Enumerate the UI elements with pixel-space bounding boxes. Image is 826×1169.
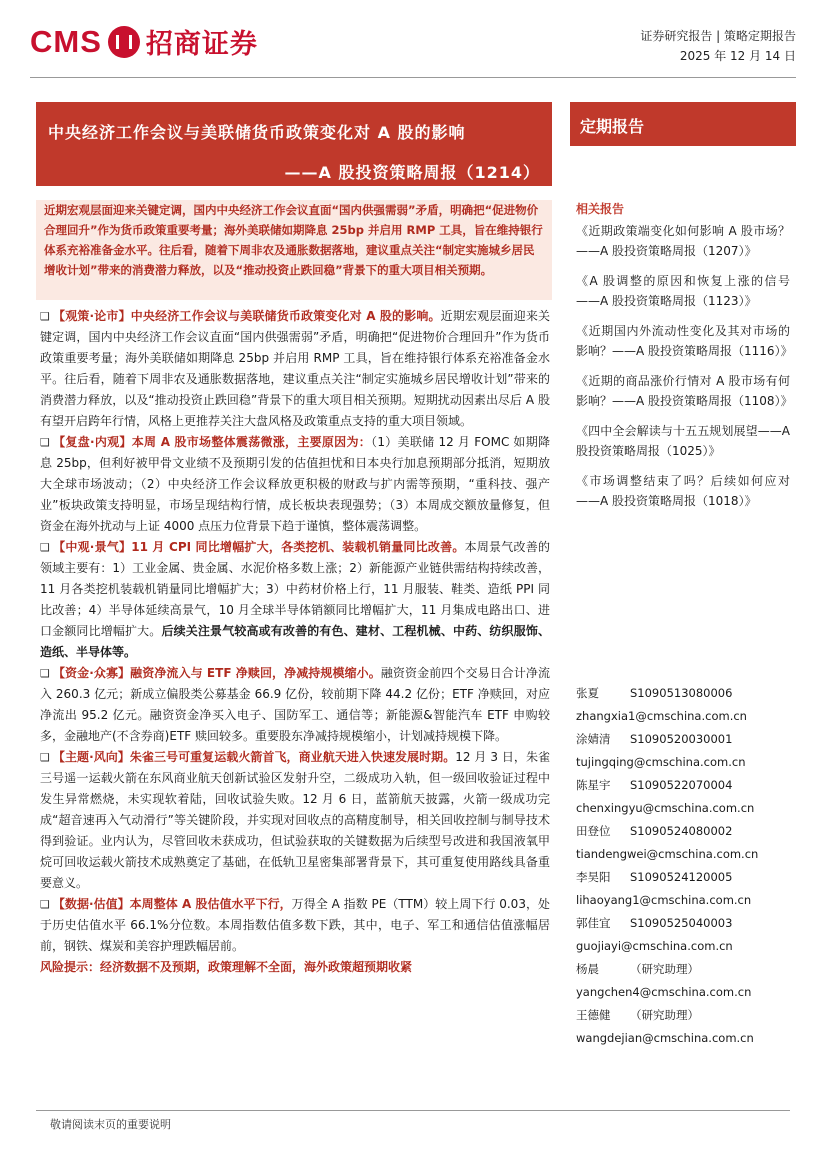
analyst-email[interactable]: wangdejian@cmschina.com.cn	[576, 1031, 754, 1045]
section-review	[40, 432, 550, 537]
analyst-email[interactable]: yangchen4@cmschina.com.cn	[576, 985, 752, 999]
analyst-id: S1090524080002	[630, 824, 733, 838]
section-highlight: 后续关注景气较高或有改善的有色、建材、工程机械、中药、纺织服饰、造纸、半导体等。	[40, 624, 550, 659]
analyst-id: S1090524120005	[630, 870, 733, 884]
summary-box: 近期宏观层面迎来关键定调，国内中央经济工作会议直面“国内供强需弱”矛盾，明确把“促进物价合理回升”作为货币政策重要考量；海外美联储如期降息 25bp 并启用 RMP 工具，旨在维持银行体系充裕准备金水平。往后看，随着下周非农及通胀数据落地，建议重点关注“制定实施城乡居民增收计划”带来的消费潜力释放，以及“推动投资止跌回稳”背景下的重大项目相关预期。	[36, 200, 552, 300]
analyst-email[interactable]: tujingqing@cmschina.com.cn	[576, 755, 746, 769]
analyst-row	[576, 774, 790, 797]
analyst-list	[576, 682, 790, 1050]
related-reports-title: 相关报告	[576, 202, 625, 216]
analyst-row	[576, 682, 790, 705]
analyst-email[interactable]: guojiayi@cmschina.com.cn	[576, 939, 733, 953]
section-body: 本周景气改善的领域主要有：1）工业金属、贵金属、水泥价格多数上涨；2）新能源产业链供需结构持续改善，11 月各类挖机装载机销量同比增幅扩大；3）中药材价格上行，11 月服装、鞋类、造纸 PPI 同比改善；4）半导体延续高景气，10 月全球半导体销额同比增幅扩大，11 月集成电路出口、进口金额同比增幅扩大。	[40, 540, 550, 638]
analyst-id: （研究助理）	[630, 962, 699, 976]
related-reports	[576, 200, 793, 521]
report-category-label: 定期报告	[570, 102, 796, 146]
analyst-row	[576, 820, 790, 843]
section-heading: 【观策·论市】中央经济工作会议与美联储货币政策变化对 A 股的影响。	[52, 309, 441, 323]
analyst-row	[576, 912, 790, 935]
report-date: 2025 年 12 月 14 日	[679, 49, 796, 63]
analyst-row	[576, 958, 790, 981]
related-report-link[interactable]: 《近期国内外流动性变化及其对市场的影响？——A 股投资策略周报（1116）》	[576, 324, 793, 358]
section-heading: 【中观·景气】11 月 CPI 同比增幅扩大，各类挖机、装载机销量同比改善。	[52, 540, 465, 554]
analyst-name: 陈星宇	[576, 778, 611, 792]
analyst-id: S1090520030001	[630, 732, 733, 746]
analyst-email[interactable]: zhangxia1@cmschina.com.cn	[576, 709, 747, 723]
page-title: 中央经济工作会议与美联储货币政策变化对 A 股的影响	[48, 123, 466, 142]
analyst-email[interactable]: chenxingyu@cmschina.com.cn	[576, 801, 755, 815]
title-banner	[36, 102, 552, 186]
analyst-row	[576, 728, 790, 751]
checkbox-bullet-icon: ❑	[40, 667, 50, 680]
section-body: （1）美联储 12 月 FOMC 如期降息 25bp，但利好被甲骨文业绩不及预期引发的估值担忧和日本央行加息预期部分抵消，短期放大全球市场波动；（2）中央经济工作会议释放更积极的财政与扩内需等预期，“重科技、强产业”板块政策支持明显，市场呈现结构行情，成长板块表现强势；（3）本周成交额放量修复，但资金在海外扰动与上证 4000 点压力位背景下趋于谨慎，整体震荡调整。	[40, 435, 550, 533]
analyst-id: （研究助理）	[630, 1008, 699, 1022]
analyst-name: 涂婧清	[576, 732, 611, 746]
section-body: 近期宏观层面迎来关键定调，国内中央经济工作会议直面“国内供强需弱”矛盾，明确把“促进物价合理回升”作为货币政策重要考量；海外美联储如期降息 25bp 并启用 RMP 工具，旨在维持银行体系充裕准备金水平。往后看，随着下周非农及通胀数据落地，建议重点关注“制定实施城乡居民增收计划”带来的消费潜力释放，以及“推动投资止跌回稳”背景下的重大项目相关预期。短期扰动因素出尽后 A 股有望开启跨年行情，风格上更推荐关注大盘风格及政策重点支持的重大项目领域。	[40, 309, 550, 428]
analyst-email[interactable]: tiandengwei@cmschina.com.cn	[576, 847, 759, 861]
analyst-row	[576, 1004, 790, 1027]
analyst-row	[576, 866, 790, 889]
checkbox-bullet-icon: ❑	[40, 898, 50, 911]
checkbox-bullet-icon: ❑	[40, 436, 50, 449]
main-content	[40, 306, 550, 978]
section-strategy	[40, 306, 550, 432]
section-heading: 【资金·众寡】融资净流入与 ETF 净赎回，净减持规模缩小。	[52, 666, 381, 680]
analyst-email[interactable]: lihaoyang1@cmschina.com.cn	[576, 893, 752, 907]
section-body: 融资资金前四个交易日合计净流入 260.3 亿元；新成立偏股类公募基金 66.9 亿份，较前期下降 44.2 亿份；ETF 净赎回，对应净流出 95.2 亿元。融资资金净买入电子、国防军工、通信等；新能源&智能汽车 ETF 申购较多，金融地产(不含券商)ETF 赎回较多。重要股东净减持规模缩小，计划减持规模下降。	[40, 666, 550, 743]
related-report-link[interactable]: 《市场调整结束了吗？后续如何应对——A 股投资策略周报（1018）》	[576, 474, 790, 508]
brand-en: CMS	[30, 23, 102, 59]
analyst-name: 郭佳宜	[576, 916, 611, 930]
footer-divider	[36, 1110, 790, 1111]
header-divider	[30, 77, 796, 78]
brand-mark-icon	[108, 26, 140, 58]
related-report-link[interactable]: 《四中全会解读与十五五规划展望——A 股投资策略周报（1025）》	[576, 424, 790, 458]
analyst-id: S1090525040003	[630, 916, 733, 930]
section-valuation	[40, 894, 550, 957]
brand-cn: 招商证券	[145, 29, 258, 60]
analyst-name: 田登位	[576, 824, 611, 838]
section-theme	[40, 747, 550, 894]
page-subtitle: ——A 股投资策略周报（1214）	[284, 163, 540, 182]
report-type: 证券研究报告 | 策略定期报告	[640, 29, 796, 43]
report-meta	[640, 26, 796, 66]
checkbox-bullet-icon: ❑	[40, 751, 50, 764]
section-heading: 【主题·风向】朱雀三号可重复运载火箭首飞，商业航天进入快速发展时期。	[52, 750, 456, 764]
footer-note: 敬请阅读末页的重要说明	[50, 1118, 171, 1131]
analyst-name: 王德健	[576, 1008, 611, 1022]
section-funds	[40, 663, 550, 747]
analyst-id: S1090522070004	[630, 778, 733, 792]
section-heading: 【复盘·内观】本周 A 股市场整体震荡微涨，主要原因为：	[52, 435, 372, 449]
analyst-name: 张夏	[576, 686, 599, 700]
analyst-id: S1090513080006	[630, 686, 733, 700]
section-body: 12 月 3 日，朱雀三号遥一运载火箭在东风商业航天创新试验区发射升空，二级成功入轨，但一级回收验证过程中发生异常燃烧，未实现软着陆，回收试验失败。12 月 6 日，蓝箭航天披露，火箭一级成功完成“超音速再入气动滑行”等关键阶段，并实现对回收点的高精度制导，相关回收控制与制导技术得到验证。业内认为，尽管回收未获成功，但试验获取的关键数据为后续型号改进和我国液氧甲烷可回收运载火箭技术成熟奠定了基础，在低轨卫星密集部署背景下，其可重复使用路线具备重要意义。	[40, 750, 550, 890]
checkbox-bullet-icon: ❑	[40, 310, 50, 323]
checkbox-bullet-icon: ❑	[40, 541, 50, 554]
brand-logo	[30, 22, 258, 61]
related-report-link[interactable]: 《近期政策端变化如何影响 A 股市场？——A 股投资策略周报（1207）》	[576, 224, 790, 258]
analyst-name: 李昊阳	[576, 870, 611, 884]
section-industry	[40, 537, 550, 663]
section-body: 万得全 A 指数 PE（TTM）较上周下行 0.03，处于历史估值水平 66.1%分位数。本周指数估值多数下跌，其中，电子、军工和通信估值涨幅居前，钢铁、煤炭和美容护理跌幅居前。	[40, 897, 551, 953]
section-heading: 【数据·估值】本周整体 A 股估值水平下行，	[52, 897, 292, 911]
related-report-link[interactable]: 《近期的商品涨价行情对 A 股市场有何影响？——A 股投资策略周报（1108）》	[576, 374, 793, 408]
related-report-link[interactable]: 《A 股调整的原因和恢复上涨的信号——A 股投资策略周报（1123）》	[576, 274, 790, 308]
risk-warning: 风险提示：经济数据不及预期，政策理解不全面，海外政策超预期收紧	[40, 960, 413, 974]
analyst-name: 杨晨	[576, 962, 599, 976]
